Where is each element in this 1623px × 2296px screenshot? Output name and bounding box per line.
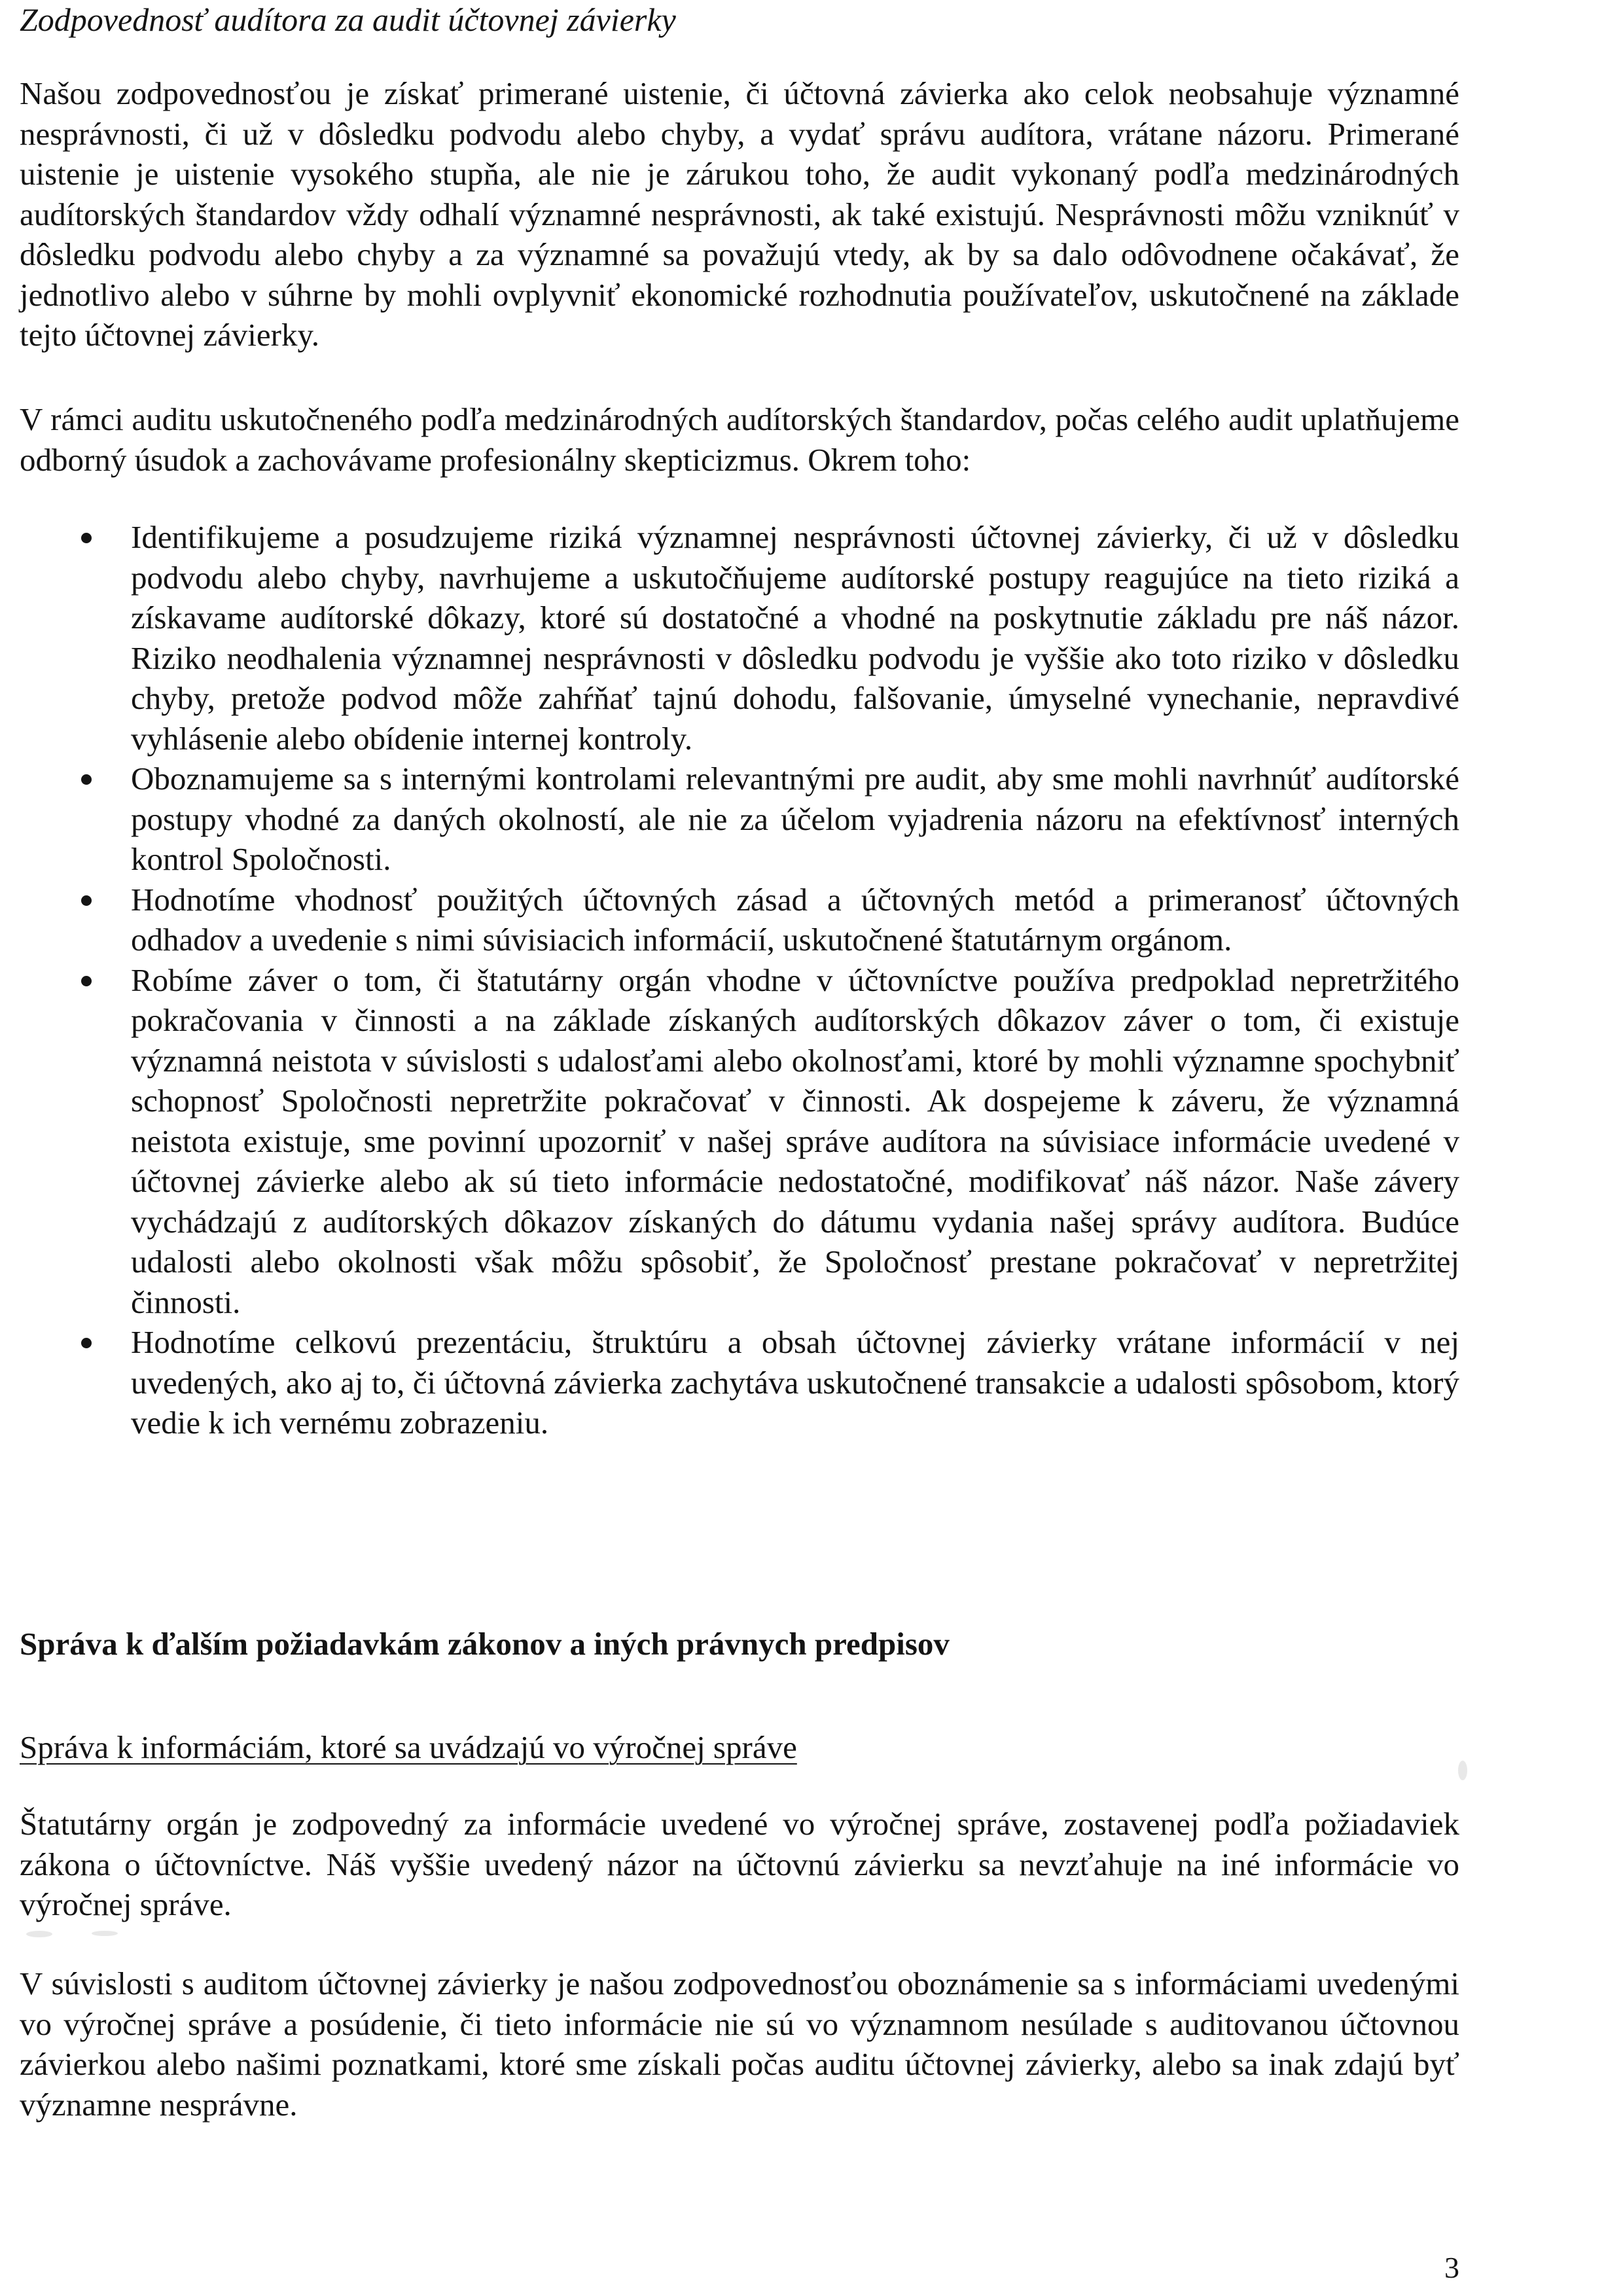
paragraph-statutory-body: Štatutárny orgán je zodpovedný za informácie uvedené vo výročnej správe, zostavenej podľa požiadaviek zákona o účtovníctve. Náš vyššie uvedený názor na účtovnú závierku sa nevzťahuje na iné informácie vo výročnej správe. (20, 1806, 1459, 1922)
list-item-text: Identifikujeme a posudzujeme riziká významnej nesprávnosti účtovnej závierky, či už v dôsledku podvodu alebo chyby, navrhujeme a uskutočňujeme audítorské postupy reagujúce na tieto riziká a získavame audítorské dôkazy, ktoré sú dostatočné a vhodné na poskytnutie základu pre náš názor. Riziko neodhalenia významnej nesprávnosti v dôsledku podvodu je vyššie ako toto riziko v dôsledku chyby, pretože podvod môže zahŕňať tajnú dohodu, falšovanie, úmyselné vynechanie, nepravdivé vyhlásenie alebo obídenie internej kontroly. (131, 519, 1459, 757)
page-number: 3 (1444, 2251, 1459, 2284)
section-heading: Správa k ďalším požiadavkám zákonov a iných právnych predpisov (20, 1626, 950, 1662)
list-item (20, 517, 1459, 759)
list-item-text: Robíme záver o tom, či štatutárny orgán vhodne v účtovníctve používa predpoklad nepretržitého pokračovania v činnosti a na základe získaných audítorských dôkazov záver o tom, či existuje významná neistota v súvislosti s udalosťami alebo okolnosťami, ktoré by mohli významne spochybniť schopnosť Spoločnosti nepretržite pokračovať v činnosti. Ak dospejeme k záveru, že významná neistota existuje, sme povinní upozorniť v našej správe audítora na súvisiace informácie uvedené v účtovnej závierke alebo ak sú tieto informácie nedostatočné, modifikovať náš názor. Naše závery vychádzajú z audítorských dôkazov získaných do dátumu vydania našej správy audítora. Budúce udalosti alebo okolnosti však môžu spôsobiť, že Spoločnosť prestane pokračovať v nepretržitej činnosti. (131, 961, 1459, 1320)
bullet-icon (81, 533, 92, 543)
section-title: Zodpovednosť audítora za audit účtovnej závierky (20, 1, 676, 38)
list-item (20, 880, 1459, 960)
list-item (20, 1322, 1459, 1443)
bullet-icon (81, 976, 92, 986)
subsection-heading: Správa k informáciám, ktoré sa uvádzajú vo výročnej správe (20, 1729, 797, 1765)
audit-procedures-list (20, 517, 1459, 1443)
list-item-text: Hodnotíme celkovú prezentáciu, štruktúru a obsah účtovnej závierky vrátane informácií v nej uvedených, ako aj to, či účtovná závierka zachytáva uskutočnené transakcie a udalosti spôsobom, ktorý vedie k ich vernému zobrazeniu. (131, 1324, 1459, 1441)
scan-speck (1458, 1761, 1467, 1780)
bullet-icon (81, 774, 92, 785)
list-item (20, 960, 1459, 1323)
list-item-text: Oboznamujeme sa s internými kontrolami relevantnými pre audit, aby sme mohli navrhnúť audítorské postupy vhodné za daných okolností, ale nie za účelom vyjadrenia názoru na efektívnosť interných kontrol Spoločnosti. (131, 761, 1459, 877)
bullet-icon (81, 895, 92, 906)
paragraph-audit-scope: V rámci auditu uskutočneného podľa medzinárodných audítorských štandardov, počas celého audit uplatňujeme odborný úsudok a zachovávame profesionálny skepticizmus. Okrem toho: (20, 401, 1459, 478)
paragraph-auditor-responsibility: Našou zodpovednosťou je získať primerané uistenie, či účtovná závierka ako celok neobsahuje významné nesprávnosti, či už v dôsledku podvodu alebo chyby, a vydať správu audítora, vrátane názoru. Primerané uistenie je uistenie vysokého stupňa, ale nie je zárukou toho, že audit vykonaný podľa medzinárodných audítorských štandardov vždy odhalí významné nesprávnosti, ak také existujú. Nesprávnosti môžu vzniknúť v dôsledku podvodu alebo chyby a za významné sa považujú vtedy, ak by sa dalo odôvodnene očakávať, že jednotlivo alebo v súhrne by mohli ovplyvniť ekonomické rozhodnutia používateľov, uskutočnené na základe tejto účtovnej závierky. (20, 75, 1459, 353)
scan-speck (26, 1931, 52, 1937)
list-item (20, 759, 1459, 880)
paragraph-annual-report-review: V súvislosti s auditom účtovnej závierky je našou zodpovednosťou oboznámenie sa s informáciami uvedenými vo výročnej správe a posúdenie, či tieto informácie nie sú vo významnom nesúlade s auditovanou účtovnou závierkou alebo našimi poznatkami, ktoré sme získali počas auditu účtovnej závierky, alebo sa inak zdajú byť významne nesprávne. (20, 1965, 1459, 2123)
list-item-text: Hodnotíme vhodnosť použitých účtovných zásad a účtovných metód a primeranosť účtovných odhadov a uvedenie s nimi súvisiacich informácií, uskutočnené štatutárnym orgánom. (131, 881, 1459, 958)
bullet-icon (81, 1338, 92, 1348)
scan-speck (92, 1931, 118, 1936)
